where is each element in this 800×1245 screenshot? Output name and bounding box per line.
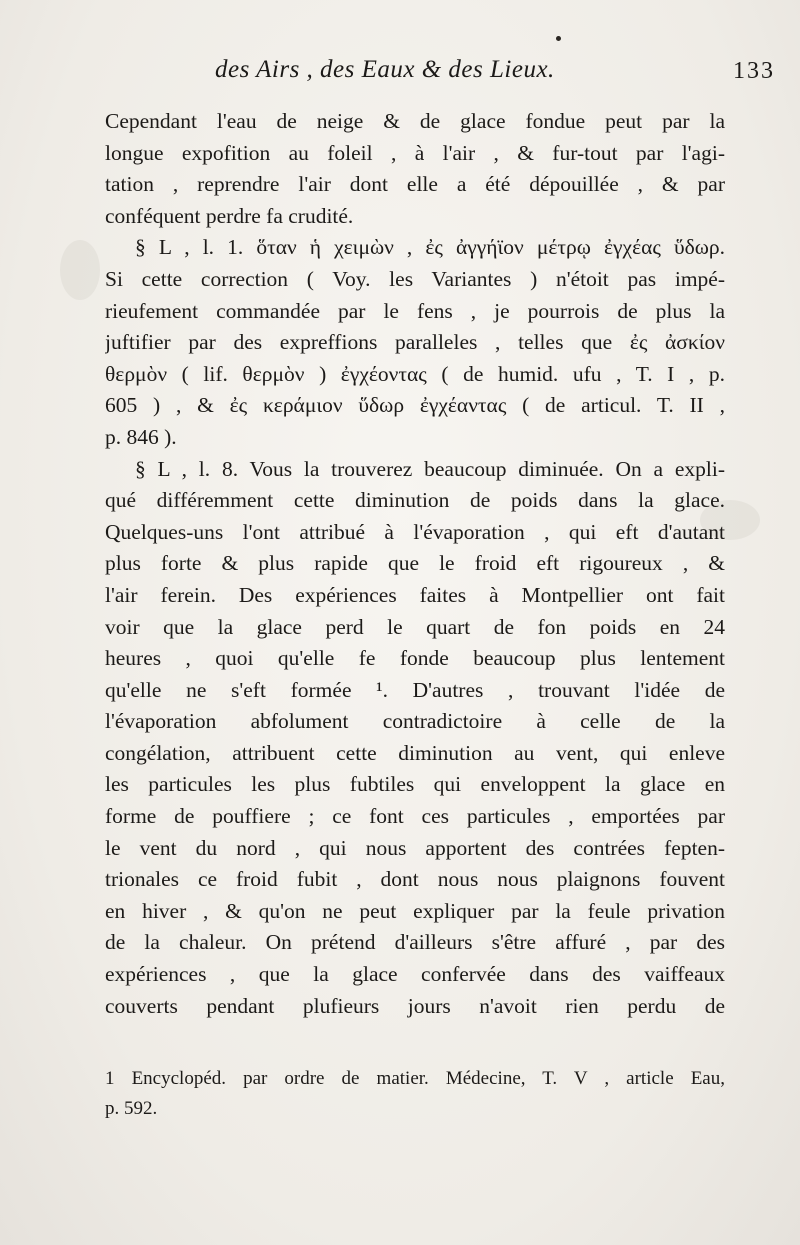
footnote-line: 1 Encyclopéd. par ordre de matier. Médecine, T. V , article Eau, bbox=[105, 1068, 725, 1089]
text-line: rieufement commandée par le fens , je pourrois de plus la bbox=[105, 298, 725, 323]
text-line: longue expofition au foleil , à l'air , & fur-tout par l'agi- bbox=[105, 140, 725, 165]
running-title: des Airs , des Eaux & des Lieux. bbox=[215, 56, 555, 83]
text-line: conféquent perdre fa crudité. bbox=[105, 203, 354, 228]
text-line: forme de pouffiere ; ce font ces particules , emportées par bbox=[105, 804, 725, 829]
text-line: couverts pendant plufieurs jours n'avoit rien perdu de bbox=[105, 993, 725, 1018]
text-line: tation , reprendre l'air dont elle a été dépouillée , & par bbox=[105, 172, 725, 197]
text-line: juftifier par des expreffions paralleles , telles que ἐς ἀσκίον bbox=[105, 330, 725, 355]
text-line: plus forte & plus rapide que le froid eft rigoureux , & bbox=[105, 551, 725, 576]
footnote-line: p. 592. bbox=[105, 1098, 158, 1119]
text-line: § L , l. 8. Vous la trouverez beaucoup diminuée. On a expli- bbox=[135, 456, 725, 481]
text-line: congélation, attribuent cette diminution au vent, qui enleve bbox=[105, 740, 725, 765]
text-line: 605 ) , & ἐς κεράμιον ὕδωρ ἐγχέαντας ( de articul. T. II , bbox=[105, 393, 725, 418]
text-line: de la chaleur. On prétend d'ailleurs s'être affuré , par des bbox=[105, 930, 725, 955]
text-line: Si cette correction ( Voy. les Variantes ) n'étoit pas impé- bbox=[105, 266, 725, 291]
text-line: expériences , que la glace confervée dans des vaiffeaux bbox=[105, 962, 725, 987]
text-line: l'évaporation abfolument contradictoire à celle de la bbox=[105, 709, 725, 734]
running-head bbox=[215, 56, 775, 96]
footnotes bbox=[105, 1064, 725, 1124]
text-line: le vent du nord , qui nous apportent des contrées fepten- bbox=[105, 835, 725, 860]
text-line: l'air ferein. Des expériences faites à Montpellier ont fait bbox=[105, 582, 725, 607]
text-line: heures , quoi qu'elle fe fonde beaucoup plus lentement bbox=[105, 646, 725, 671]
text-line: qu'elle ne s'eft formée ¹. D'autres , trouvant l'idée de bbox=[105, 677, 725, 702]
ink-dot bbox=[556, 36, 561, 41]
text-line: en hiver , & qu'on ne peut expliquer par la feule privation bbox=[105, 898, 725, 923]
text-line: p. 846 ). bbox=[105, 424, 177, 449]
paper-stain bbox=[60, 240, 100, 300]
text-line: qué différemment cette diminution de poids dans la glace. bbox=[105, 488, 725, 513]
text-line: trionales ce froid fubit , dont nous nous plaignons fouvent bbox=[105, 867, 725, 892]
page-number: 133 bbox=[733, 58, 775, 84]
text-line: Cependant l'eau de neige & de glace fondue peut par la bbox=[105, 109, 725, 133]
text-line: les particules les plus fubtiles qui enveloppent la glace en bbox=[105, 772, 725, 797]
body-text bbox=[105, 106, 725, 1022]
text-line: voir que la glace perd le quart de fon poids en 24 bbox=[105, 614, 725, 639]
text-line: θερμὸν ( lif. θερμὸν ) ἐγχέοντας ( de humid. ufu , T. I , p. bbox=[105, 361, 725, 386]
text-line: § L , l. 1. ὅταν ἡ χειμὼν , ἐς ἀγγήϊον μέτρῳ ἐγχέας ὕδωρ. bbox=[135, 235, 725, 260]
text-line: Quelques-uns l'ont attribué à l'évaporation , qui eft d'autant bbox=[105, 519, 725, 544]
